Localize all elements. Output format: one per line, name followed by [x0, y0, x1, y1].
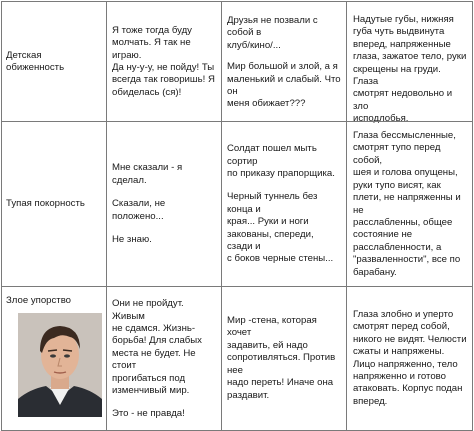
- inner-world-cell: [221, 122, 346, 287]
- emotions-table: [1, 1, 473, 430]
- state-name-cell: [1, 122, 106, 287]
- speech-text: Я тоже тогда буду молчать. Я так не играю. Да ну-у-у, не пойду! Ты всегда так говоришь! Я обиделась (ся)!: [112, 24, 215, 98]
- body-text: Глаза злобно и упертo смотрят перед собой, никого не видят. Челюсти сжаты и напряжены. Лицо напряженно, тело напряженно и готово атаковать. Корпус подан вперед.: [353, 308, 467, 407]
- state-name-cell: [1, 287, 106, 430]
- speech-text: Мне сказали - я сделал.: [112, 162, 183, 186]
- body-text: Глаза бессмысленные, смотрят тупо перед собой, шея и голова опущены, руки тупо висят, как плети, не напряженны и не расслабленны, общее состояние не расслабленности, а "разваленности", все по барабану.: [353, 130, 461, 278]
- table-row: [1, 121, 473, 287]
- body-language-cell: [346, 122, 473, 287]
- body-text: Надутые губы, нижняя губа чуть выдвинута вперед, напряженные глаза, зажатое тело, руки скрещены на груди. Глаза смотрят недовольно и зло исподлобья.: [353, 14, 467, 125]
- speech-text: Сказали, не положено...: [112, 198, 166, 222]
- table-row: [1, 1, 473, 125]
- state-name-cell: [1, 2, 106, 122]
- speech-cell: [106, 287, 221, 430]
- table-row: [1, 286, 473, 431]
- body-language-cell: [346, 2, 473, 125]
- speech-text: Не знаю.: [112, 234, 152, 246]
- speech-text: Они не пройдут. Живым не сдамся. Жизнь- борьба! Для слабых места не будет. Не стоит прогибаться под изменчивый мир.: [112, 298, 202, 397]
- state-name: Злое упорство: [6, 295, 72, 306]
- portrait-photo: [18, 313, 102, 417]
- inner-world-cell: [221, 287, 346, 430]
- inner-world-cell: [221, 2, 346, 122]
- inner-text: Черный туннель без конца и края... Руки и ноги закованы, спереди, сзади и с боков черные стены...: [227, 191, 334, 265]
- inner-text: Мир -стена, которая хочет задавить, ей надо сопротивляться. Против нее надо переть! Иначе она раздавит.: [227, 315, 336, 401]
- state-name: Тупая покорность: [6, 198, 85, 210]
- inner-text: Мир большой и злой, а я маленький и слабый. Что он меня обижает???: [227, 61, 341, 110]
- inner-text: Друзья не позвали с собой в клуб/кино/...: [227, 15, 318, 51]
- body-language-cell: [346, 287, 473, 430]
- state-name: Детская обиженность: [6, 49, 65, 73]
- inner-text: Солдат пошел мыть сортир по приказу прапорщика.: [227, 143, 335, 179]
- portrait-image: [18, 313, 102, 417]
- speech-text: Это - не правда!: [112, 408, 185, 420]
- speech-cell: [106, 122, 221, 287]
- speech-cell: [106, 2, 221, 122]
